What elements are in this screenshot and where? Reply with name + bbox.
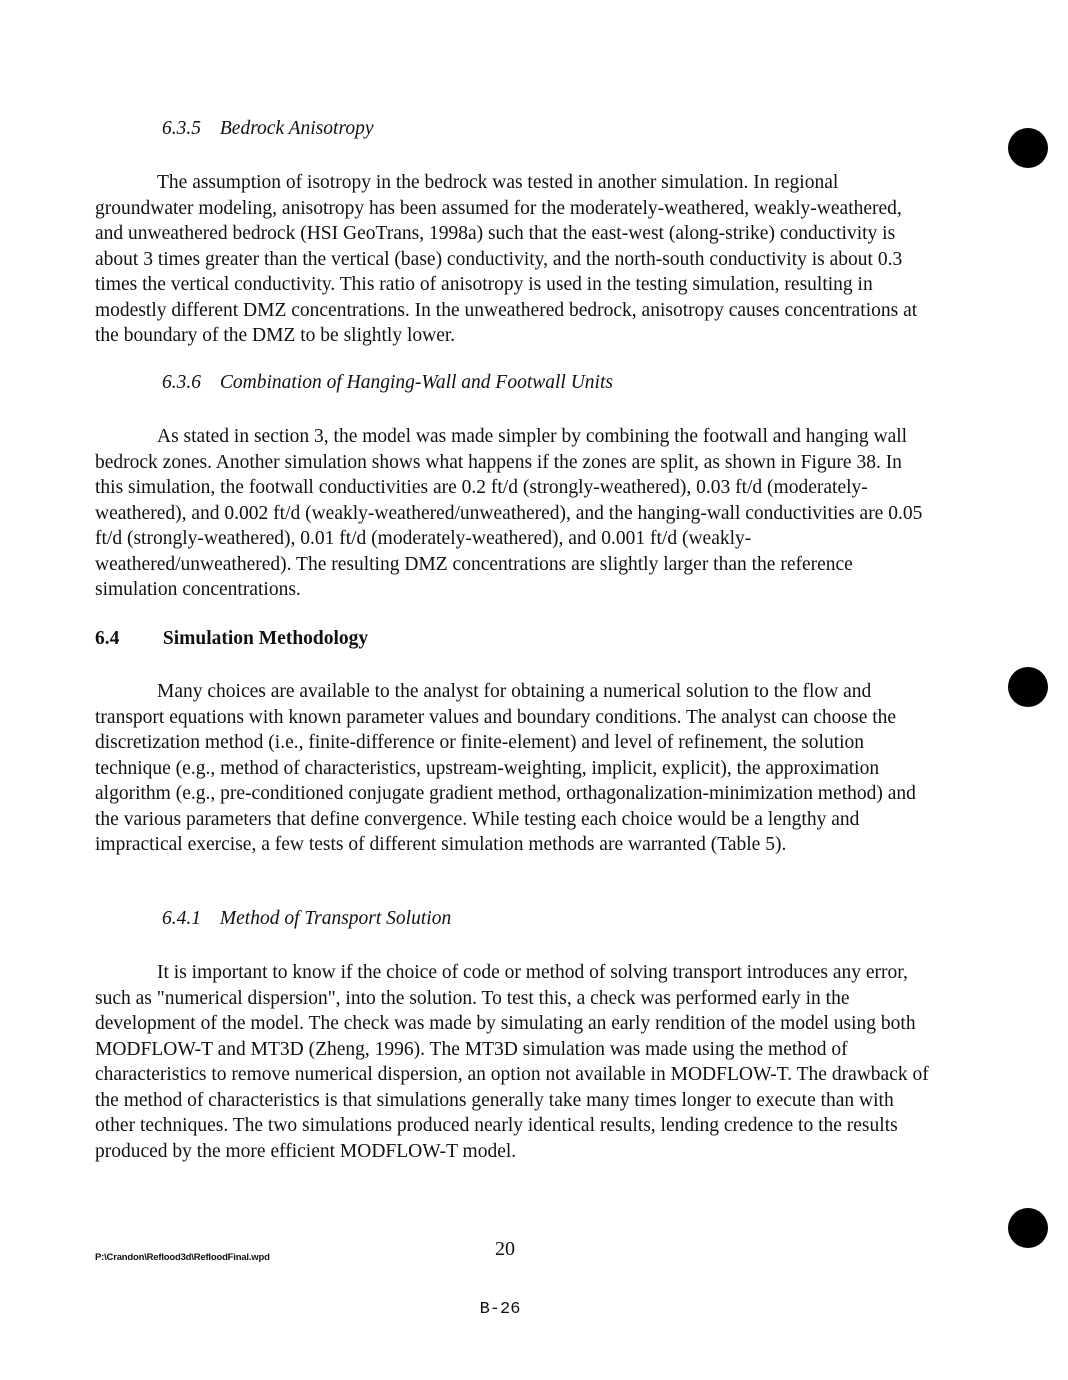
subsection-number: 6.3.5 bbox=[162, 118, 201, 139]
section-heading-6-4 bbox=[95, 628, 368, 650]
subsection-heading-6-3-6 bbox=[162, 372, 613, 394]
section-title: Simulation Methodology bbox=[162, 628, 369, 649]
punch-hole-mark bbox=[1008, 128, 1048, 168]
bates-number: B-26 bbox=[479, 1300, 521, 1319]
punch-hole-mark bbox=[1008, 667, 1048, 707]
punch-hole-mark bbox=[1008, 1208, 1048, 1248]
subsection-number: 6.3.6 bbox=[162, 372, 201, 393]
subsection-heading-6-3-5 bbox=[162, 118, 374, 140]
paragraph-hanging-wall-footwall: As stated in section 3, the model was made simpler by combining the footwall and hanging wall bedrock zones. Another simulation shows what happens if the zones are split, as shown in Figure 38. In this simulation, the footwall conductivities are 0.2 ft/d (strongly-weathered), 0.03 ft/d (moderately-weathered), and 0.002 ft/d (weakly-weathered/unweathered), and the hanging-wall conductivities are 0.05 ft/d (strongly-weathered), 0.01 ft/d (moderately-weathered), and 0.001 ft/d (weakly-weathered/unweathered). The resulting DMZ concentrations are slightly larger than the reference simulation concentrations. bbox=[95, 426, 923, 600]
footer-file-path: P:\Crandon\Reflood3d\RefloodFinal.wpd bbox=[95, 1252, 270, 1263]
section-number: 6.4 bbox=[95, 628, 120, 649]
subsection-number: 6.4.1 bbox=[162, 908, 201, 929]
subsection-title: Bedrock Anisotropy bbox=[219, 118, 374, 139]
subsection-title: Combination of Hanging-Wall and Footwall Units bbox=[219, 372, 613, 393]
paragraph-simulation-methodology: Many choices are available to the analyst for obtaining a numerical solution to the flow and transport equations with known parameter values and boundary conditions. The analyst can choose the discretization method (i.e., finite-difference or finite-element) and level of refinement, the solution technique (e.g., method of characteristics, upstream-weighting, implicit, explicit), the approximation algorithm (e.g., pre-conditioned conjugate gradient method, orthagonalization-minimization method) and the various parameters that define convergence. While testing each choice would be a lengthy and impractical exercise, a few tests of different simulation methods are warranted (Table 5). bbox=[95, 681, 916, 855]
page-number: 20 bbox=[495, 1238, 515, 1260]
subsection-title: Method of Transport Solution bbox=[219, 908, 452, 929]
subsection-heading-6-4-1 bbox=[162, 908, 451, 930]
paragraph-bedrock-anisotropy: The assumption of isotropy in the bedrock was tested in another simulation. In regional groundwater modeling, anisotropy has been assumed for the moderately-weathered, weakly-weathered, and unweathered bedrock (HSI GeoTrans, 1998a) such that the east-west (along-strike) conductivity is about 3 times greater than the vertical (base) conductivity, and the north-south conductivity is about 0.3 times the vertical conductivity. This ratio of anisotropy is used in the testing simulation, resulting in modestly different DMZ concentrations. In the unweathered bedrock, anisotropy causes concentrations at the boundary of the DMZ to be slightly lower. bbox=[95, 172, 918, 346]
paragraph-transport-solution: It is important to know if the choice of code or method of solving transport introduces any error, such as "numerical dispersion", into the solution. To test this, a check was performed early in the development of the model. The check was made by simulating an early rendition of the model using both MODFLOW-T and MT3D (Zheng, 1996). The MT3D simulation was made using the method of characteristics to remove numerical dispersion, an option not available in MODFLOW-T. The drawback of the method of characteristics is that simulations generally take many times longer to execute than with other techniques. The two simulations produced nearly identical results, lending credence to the results produced by the more efficient MODFLOW-T model. bbox=[95, 962, 929, 1162]
